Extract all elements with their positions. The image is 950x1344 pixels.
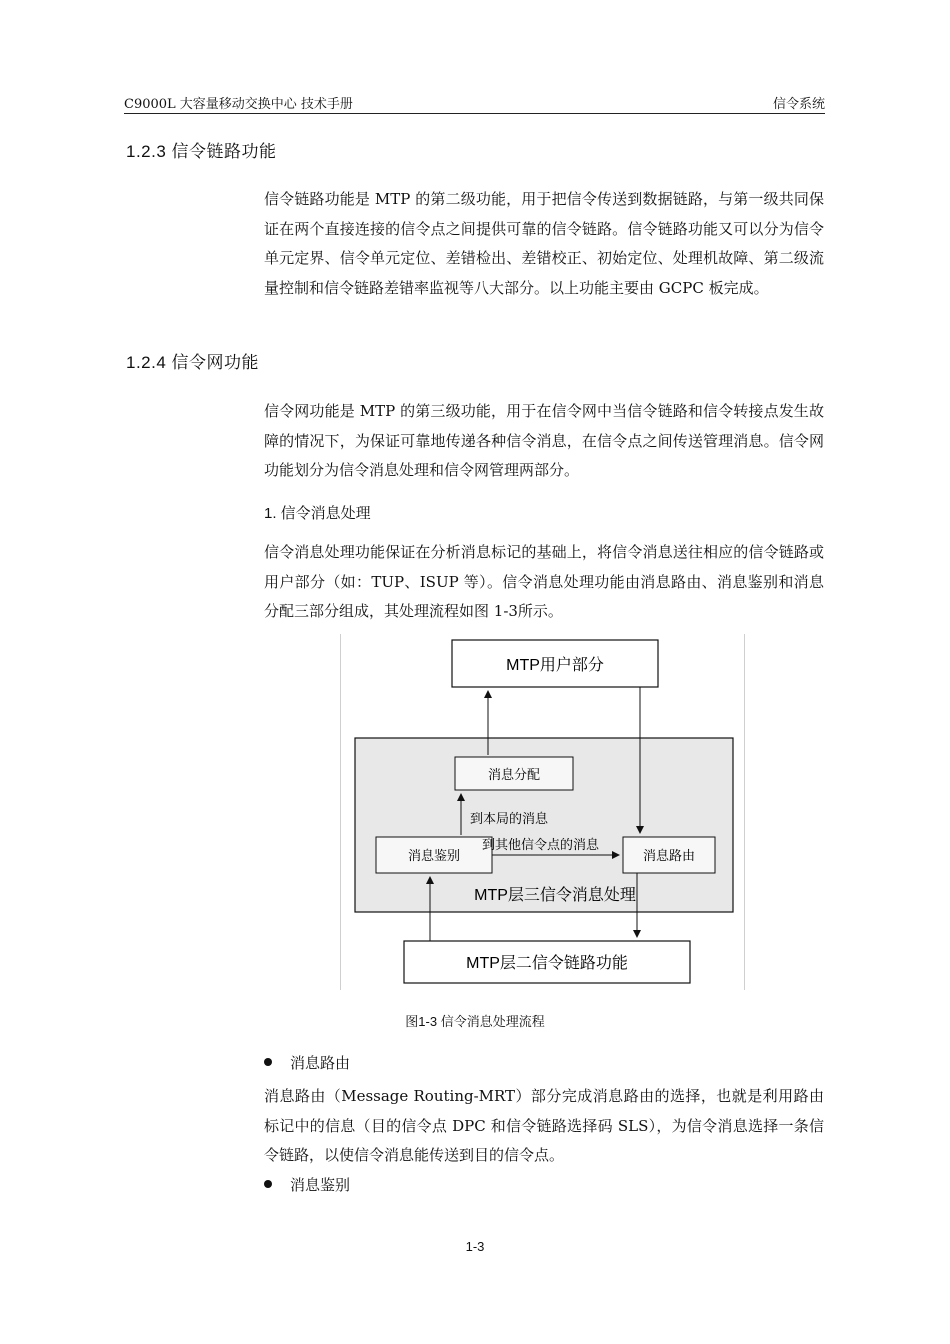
bullet-title: 消息路由 bbox=[290, 1054, 351, 1072]
header-title: C9000L 大容量移动交换中心 技术手册 bbox=[124, 97, 353, 112]
discrimination-label: 消息鉴别 bbox=[407, 849, 461, 864]
subsection-paragraph: 信令消息处理功能保证在分析消息标记的基础上，将信令消息送往相应的信令链路或用户部分（如：TUP、ISUP 等）。信令消息处理功能由消息路由、消息鉴别和消息分配三部分组成，其处理流程如图 1-3所示。 bbox=[264, 543, 824, 620]
header-section: 信令系统 bbox=[772, 97, 825, 112]
figure-caption: 图1-3 信令消息处理流程 bbox=[405, 1014, 545, 1029]
layer3-label: MTP层三信令消息处理 bbox=[474, 887, 636, 904]
section-heading-1-2-4: 1.2.4 信令网功能 bbox=[126, 353, 260, 372]
routing-label: 消息路由 bbox=[642, 849, 696, 864]
section-paragraph-1-2-3: 信令链路功能是 MTP 的第二级功能，用于把信令传送到数据链路，与第一级共同保证在两个直接连接的信令点之间提供可靠的信令链路。信令链路功能又可以分为信令单元定界、信令单元定位、差错检出、差错校正、初始定位、处理机故障、第二级流量控制和信令链路差错率监视等八大部分。以上功能主要由 GCPC 板完成。 bbox=[264, 190, 824, 297]
other-point-label: 到其他信令点的消息 bbox=[482, 838, 600, 853]
subsection-heading: 1. 信令消息处理 bbox=[264, 505, 371, 522]
mtp-user-part-label: MTP用户部分 bbox=[506, 657, 604, 674]
flow-diagram bbox=[340, 634, 745, 990]
page-number: 1-3 bbox=[465, 1239, 485, 1254]
bullet-title: 消息鉴别 bbox=[290, 1176, 351, 1194]
bullet-item-discrimination bbox=[264, 1174, 350, 1195]
layer2-label: MTP层二信令链路功能 bbox=[466, 955, 628, 972]
page-header bbox=[124, 91, 825, 114]
section-paragraph-1-2-4: 信令网功能是 MTP 的第三级功能，用于在信令网中当信令链路和信令转接点发生故障的情况下，为保证可靠地传递各种信令消息，在信令点之间传送管理消息。信令网功能划分为信令消息处理和信令网管理两部分。 bbox=[264, 402, 824, 479]
bullet-item-routing bbox=[264, 1052, 350, 1073]
bullet-dot-icon bbox=[264, 1180, 272, 1188]
local-message-label: 到本局的消息 bbox=[470, 812, 549, 827]
distribution-label: 消息分配 bbox=[487, 768, 541, 783]
routing-paragraph: 消息路由（Message Routing-MRT）部分完成消息路由的选择，也就是利用路由标记中的信息（目的信令点 DPC 和信令链路选择码 SLS），为信令消息选择一条信令链路，以使信令消息能传送到目的信令点。 bbox=[264, 1087, 824, 1164]
bullet-dot-icon bbox=[264, 1058, 272, 1066]
section-heading-1-2-3: 1.2.3 信令链路功能 bbox=[126, 142, 277, 161]
